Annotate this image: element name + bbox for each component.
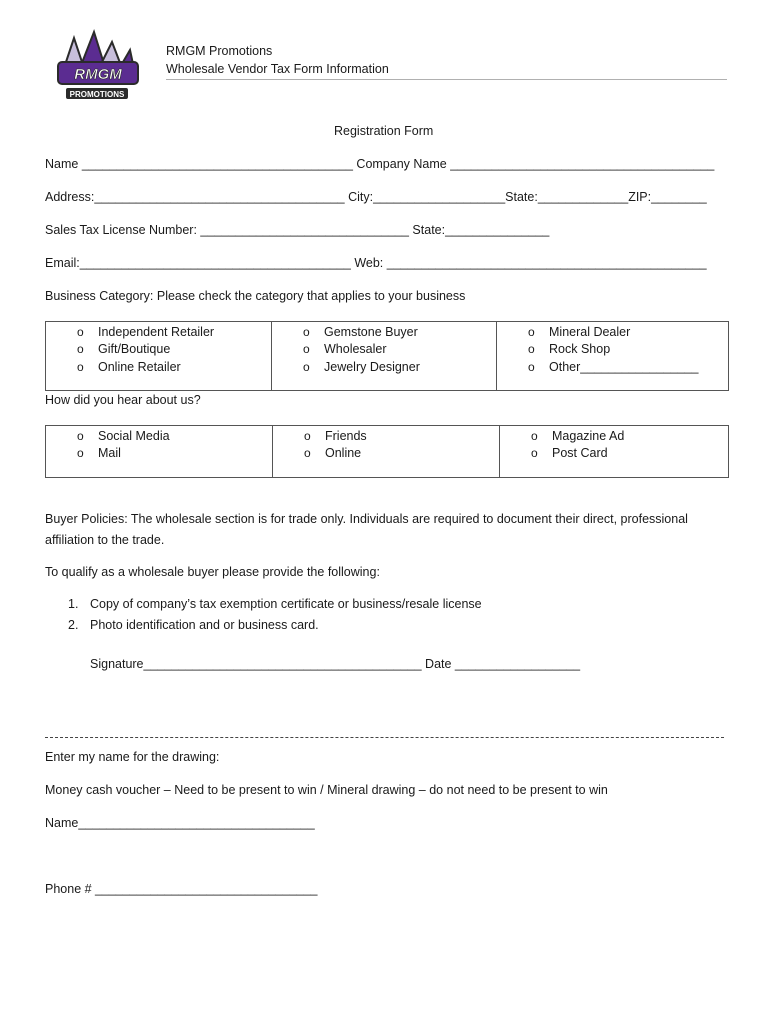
referral-option[interactable]: o Magazine Ad [500, 428, 728, 445]
category-option[interactable]: o Jewelry Designer [272, 359, 496, 376]
category-option[interactable]: o Gift/Boutique [46, 341, 271, 358]
bullet-icon: o [77, 429, 84, 443]
requirement-item: Copy of company’s tax exemption certificate or business/resale license [90, 597, 482, 611]
bullet-icon: o [531, 446, 538, 461]
address-field[interactable]: Address:____________________________________ City:___________________State:_____________ZIP:________ [45, 190, 707, 204]
policy-text: Buyer Policies: The wholesale section is for trade only. Individuals are required to document their direct, professional [45, 512, 688, 526]
referral-option[interactable]: o Social Media [46, 428, 272, 445]
category-option[interactable]: o Wholesaler [272, 341, 496, 358]
drawing-heading: Enter my name for the drawing: [45, 750, 220, 764]
svg-text:RMGM: RMGM [74, 66, 122, 83]
email-web-field[interactable]: Email:_______________________________________ Web: ______________________________________________ [45, 256, 707, 270]
name-company-field[interactable]: Name _______________________________________ Company Name ______________________________________ [45, 157, 715, 171]
company-name: RMGM Promotions [166, 44, 273, 58]
header-rule [166, 79, 727, 80]
bullet-icon: o [528, 342, 535, 357]
category-column [497, 322, 729, 391]
category-column [46, 322, 272, 391]
bullet-icon: o [303, 342, 310, 357]
drawing-phone-field[interactable]: Phone # ________________________________ [45, 882, 318, 896]
referral-option[interactable]: o Online [273, 445, 499, 462]
category-option[interactable]: o Rock Shop [497, 341, 728, 358]
requirement-number: 2. [68, 618, 79, 632]
referral-column [46, 426, 273, 478]
rmgm-logo [52, 28, 142, 104]
referral-option[interactable]: o Mail [46, 445, 272, 462]
bullet-icon: o [304, 429, 311, 443]
category-option-other[interactable]: o Other_________________ [497, 359, 728, 376]
referral-prompt: How did you hear about us? [45, 393, 201, 407]
referral-table [45, 425, 729, 478]
section-divider [45, 737, 724, 738]
requirement-number: 1. [68, 597, 79, 611]
drawing-name-field[interactable]: Name__________________________________ [45, 816, 315, 830]
drawing-description: Money cash voucher – Need to be present to win / Mineral drawing – do not need to be present to win [45, 783, 608, 797]
bullet-icon: o [304, 446, 311, 461]
category-option[interactable]: o Mineral Dealer [497, 324, 728, 341]
referral-column [500, 426, 729, 478]
business-category-prompt: Business Category: Please check the category that applies to your business [45, 289, 466, 303]
bullet-icon: o [77, 359, 84, 374]
bullet-icon: o [303, 325, 310, 339]
bullet-icon: o [303, 359, 310, 374]
category-column [272, 322, 497, 391]
bullet-icon: o [528, 359, 535, 374]
referral-column [273, 426, 500, 478]
signature-date-field[interactable]: Signature________________________________________ Date __________________ [90, 657, 581, 671]
category-option[interactable]: o Gemstone Buyer [272, 324, 496, 341]
sales-tax-field[interactable]: Sales Tax License Number: ______________________________ State:_______________ [45, 223, 550, 237]
bullet-icon: o [77, 342, 84, 357]
policy-text-cont: affiliation to the trade. [45, 533, 165, 547]
bullet-icon: o [77, 325, 84, 339]
referral-option[interactable]: o Post Card [500, 445, 728, 462]
bullet-icon: o [77, 446, 84, 461]
referral-option[interactable]: o Friends [273, 428, 499, 445]
bullet-icon: o [531, 429, 538, 443]
business-category-table [45, 321, 729, 391]
category-option[interactable]: o Online Retailer [46, 359, 271, 376]
form-title: Registration Form [334, 124, 434, 138]
svg-text:PROMOTIONS: PROMOTIONS [69, 90, 125, 99]
qualify-text: To qualify as a wholesale buyer please provide the following: [45, 565, 380, 579]
category-option[interactable]: o Independent Retailer [46, 324, 271, 341]
form-subtitle: Wholesale Vendor Tax Form Information [166, 62, 389, 76]
bullet-icon: o [528, 325, 535, 339]
requirement-item: Photo identification and or business card. [90, 618, 319, 632]
